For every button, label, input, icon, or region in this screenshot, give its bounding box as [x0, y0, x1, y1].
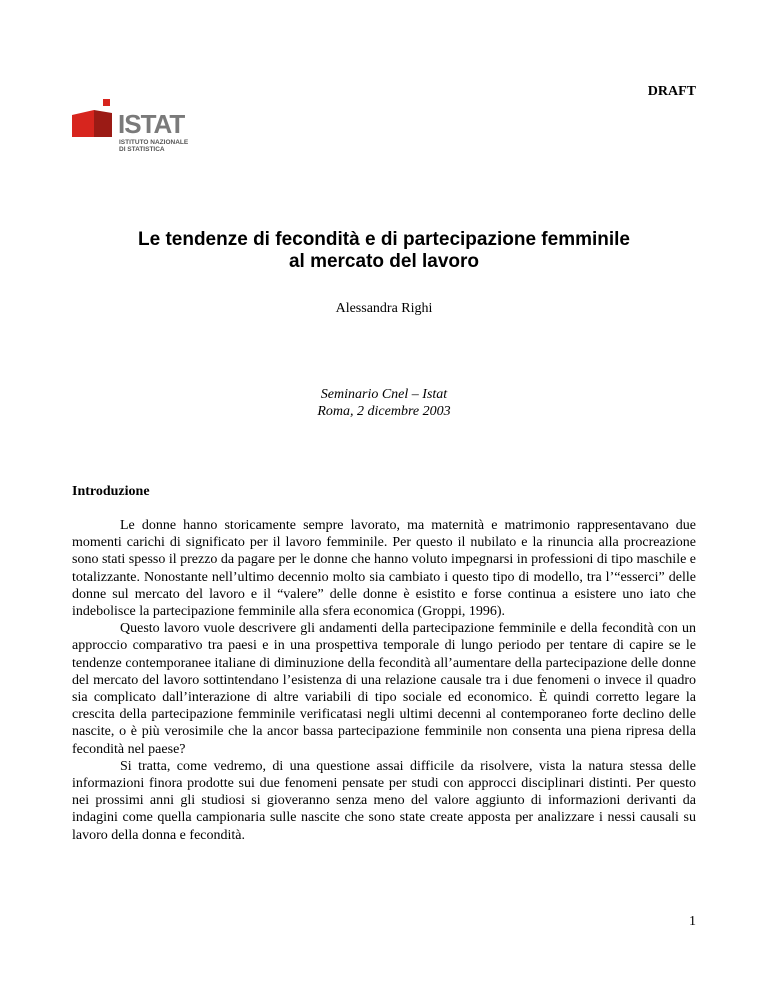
logo-subtitle-line2: DI STATISTICA	[119, 146, 165, 153]
logo-wordmark: ISTAT	[118, 109, 185, 139]
paragraph: Questo lavoro vuole descrivere gli andamenti della partecipazione femminile e della fecondità con un approccio comparativo tra paesi e in una prospettiva temporale di lungo periodo per tentare di capire se le tendenze contemporanee italiane di diminuzione della fecondità all’aumentare della partecipazione delle donne del mercato del lavoro sottintendano l’esistenza di una relazione causale tra i due fenomeni o invece il quadro sia complicato dall’interazione di altre variabili di tipo sociale ed economico. È quindi corretto legare la crescita della partecipazione femminile verificatasi negli ultimi decenni al contemporaneo forte declino delle nascite, o è più verosimile che la ancor bassa partecipazione femminile non consenta una piena ripresa della fecondità nel paese?	[72, 621, 696, 757]
paragraph: Si tratta, come vedremo, di una questione assai difficile da risolvere, vista la natura stessa delle informazioni finora prodotte sui due fenomeni pensate per studi con approcci disciplinari distinti. Per questo nei prossimi anni gli studiosi si gioveranno senza meno del valore aggiunto di informazioni derivanti da indagini come quella campionaria sulle nascite che sono state create apposta per analizzare i nessi causali su lavoro della donna e fecondità.	[72, 758, 696, 843]
seminar-info	[72, 386, 696, 420]
draft-label: DRAFT	[647, 84, 696, 99]
section-heading: Introduzione	[72, 484, 150, 499]
istat-logo	[72, 99, 222, 161]
seminar-line1: Seminario Cnel – Istat	[320, 387, 448, 402]
logo-subtitle-line1: ISTITUTO NAZIONALE	[119, 139, 189, 146]
istat-logo-mark-icon	[72, 99, 118, 139]
title-line1: Le tendenze di fecondità e di partecipazione femminile	[138, 229, 630, 250]
document-title	[72, 229, 696, 273]
body-text	[72, 517, 696, 844]
logo-subtitle	[119, 139, 188, 153]
seminar-line2: Roma, 2 dicembre 2003	[317, 404, 451, 419]
author-name: Alessandra Righi	[335, 301, 433, 316]
paragraph: Le donne hanno storicamente sempre lavorato, ma maternità e matrimonio rappresentavano due momenti carichi di significato per il lavoro femminile. Per questo il nubilato e la rinuncia alla procreazione sono stati spesso il prezzo da pagare per le donne che hanno voluto impegnarsi in professioni di tipo maschile e totalizzante. Nonostante nell’ultimo decennio molto sia cambiato i questo tipo di modello, tra l’“esserci” delle donne sul mercato del lavoro e il “valere” delle donne è esistito e forse continua a esistere uno iato che indebolisce la partecipazione femminile alla sfera economica (Groppi, 1996).	[72, 518, 697, 620]
title-line2: al mercato del lavoro	[288, 251, 480, 272]
page-number: 1	[689, 914, 696, 929]
